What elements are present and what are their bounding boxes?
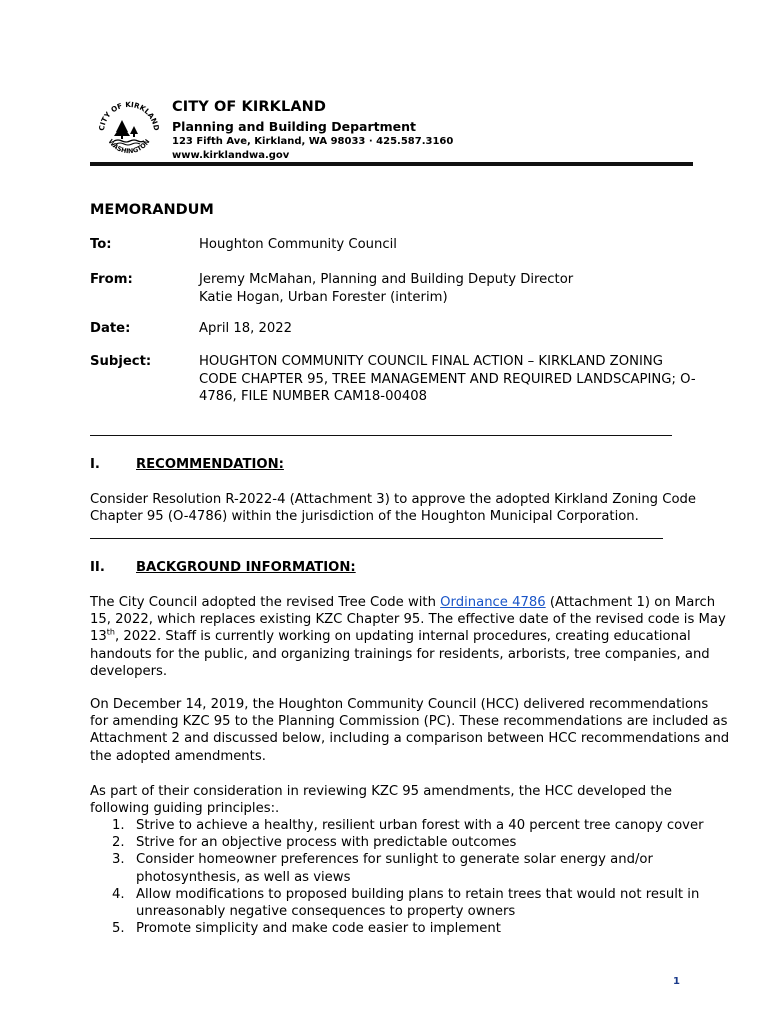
- city-seal-logo: [96, 96, 162, 162]
- letterhead-department: Planning and Building Department: [172, 119, 416, 134]
- letterhead: [172, 97, 453, 163]
- paragraph-line: 15, 2022, which replaces existing KZC Chapter 95. The effective date of the revised code is May: [90, 612, 726, 628]
- letterhead-address: 123 Fifth Ave, Kirkland, WA 98033 · 425.587.3160: [172, 136, 454, 147]
- memo-title: MEMORANDUM: [90, 202, 214, 218]
- letterhead-divider: [90, 162, 693, 166]
- paragraph-line: Consider Resolution R-2022-4 (Attachment 3) to approve the adopted Kirkland Zoning Code: [90, 492, 697, 507]
- paragraph-line: handouts for the public, and organizing trainings for residents, arborists, tree companies, and: [90, 646, 710, 662]
- paragraph-line: As part of their consideration in reviewing KZC 95 amendments, the HCC developed the: [90, 784, 672, 799]
- page-number: 1: [673, 976, 680, 987]
- section-divider: [90, 538, 663, 539]
- svg-text:CITY OF KIRKLAND: CITY OF KIRKLAND: [96, 99, 162, 132]
- background-paragraph-1: [90, 594, 726, 680]
- svg-text:WASHINGTON: WASHINGTON: [106, 137, 152, 156]
- section-title: RECOMMENDATION:: [136, 457, 284, 472]
- paragraph-line: for amending KZC 95 to the Planning Commission (PC). These recommendations are included as: [90, 714, 728, 730]
- letterhead-website: www.kirklandwa.gov: [172, 150, 290, 161]
- ordinance-4786-link[interactable]: Ordinance 4786: [440, 595, 546, 610]
- memo-date-label: Date:: [90, 321, 131, 336]
- list-item: 3. Consider homeowner preferences for sunlight to generate solar energy and/or photosynthesis, as well as views: [112, 852, 653, 885]
- paragraph-line: developers.: [90, 663, 168, 679]
- background-paragraph-3: [90, 783, 690, 817]
- letterhead-city: CITY OF KIRKLAND: [172, 99, 327, 115]
- section-number: II.: [90, 560, 105, 575]
- section-number: I.: [90, 457, 100, 472]
- list-item: 1. Strive to achieve a healthy, resilient urban forest with a 40 percent tree canopy cover: [112, 818, 704, 833]
- guiding-principles-list: [90, 817, 704, 937]
- section-title: BACKGROUND INFORMATION:: [136, 560, 356, 575]
- memo-from-label: From:: [90, 272, 133, 287]
- memo-from-line: Katie Hogan, Urban Forester (interim): [199, 289, 448, 305]
- list-item: 2. Strive for an objective process with predictable outcomes: [112, 835, 517, 851]
- memo-to-label: To:: [90, 237, 112, 252]
- paragraph-line: 13th, 2022. Staff is currently working on updating internal procedures, creating educational: [90, 628, 691, 645]
- paragraph-line: On December 14, 2019, the Houghton Community Council (HCC) delivered recommendations: [90, 697, 709, 712]
- paragraph-line: the adopted amendments.: [90, 748, 266, 764]
- memo-subject-line: HOUGHTON COMMUNITY COUNCIL FINAL ACTION – KIRKLAND ZONING: [199, 354, 663, 369]
- paragraph-line: The City Council adopted the revised Tree Code with Ordinance 4786 (Attachment 1) on March: [90, 595, 716, 610]
- memo-subject-line: CODE CHAPTER 95, TREE MANAGEMENT AND REQUIRED LANDSCAPING; O-: [199, 371, 696, 387]
- memo-to-value: Houghton Community Council: [199, 237, 397, 252]
- memo-from-line: Jeremy McMahan, Planning and Building Deputy Director: [199, 272, 574, 287]
- paragraph-line: following guiding principles:.: [90, 801, 280, 817]
- paragraph-line: Chapter 95 (O-4786) within the jurisdiction of the Houghton Municipal Corporation.: [90, 509, 639, 525]
- list-item: 5. Promote simplicity and make code easier to implement: [112, 921, 501, 937]
- memo-subject-line: 4786, FILE NUMBER CAM18-00408: [199, 389, 428, 404]
- paragraph-line: Attachment 2 and discussed below, including a comparison between HCC recommendations and: [90, 731, 730, 747]
- list-item: 4. Allow modifications to proposed building plans to retain trees that would not result in unreasonably negative consequences to property owners: [112, 886, 700, 920]
- recommendation-paragraph: [90, 491, 697, 525]
- background-paragraph-2: [90, 696, 730, 765]
- header-divider: [90, 435, 672, 436]
- memo-date-value: April 18, 2022: [199, 321, 293, 336]
- memo-subject-label: Subject:: [90, 354, 152, 369]
